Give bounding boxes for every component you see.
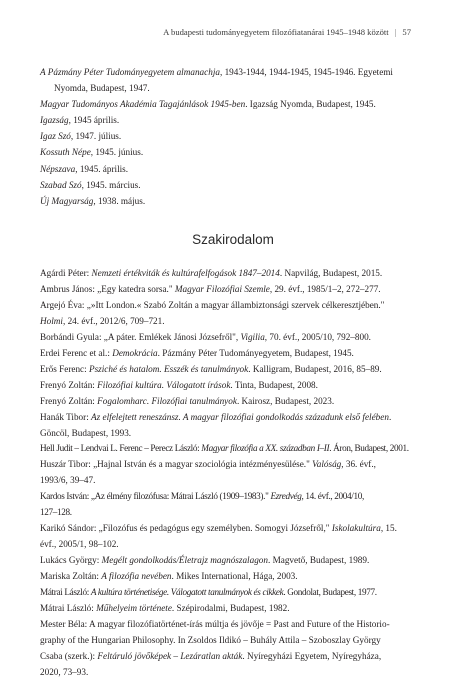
reference-detail: , 36. évf., xyxy=(341,459,376,470)
reference-text: Mátrai László: xyxy=(40,603,97,614)
reference-entry xyxy=(40,569,412,585)
reference-detail: . Szépirodalmi, Budapest, 1982. xyxy=(171,603,290,614)
source-entry xyxy=(40,177,412,193)
reference-line xyxy=(40,665,412,681)
source-line xyxy=(40,193,412,209)
reference-text: 2020, 73–93. xyxy=(40,666,89,677)
reference-line xyxy=(40,505,412,521)
reference-title: A filozófia nevében xyxy=(101,571,172,582)
page-number: 57 xyxy=(402,27,411,37)
source-entry xyxy=(40,96,412,112)
reference-entry xyxy=(40,410,412,442)
reference-text: Argejó Éva: „»Itt London.« Szabó Zoltán a magyar állambiztonsági szervek célkeresztjében." xyxy=(40,299,385,310)
reference-detail: . xyxy=(388,411,392,422)
reference-entry xyxy=(40,521,412,553)
section-title: Szakirodalom xyxy=(192,232,274,247)
reference-detail: . Nyíregyházi Egyetem, Nyíregyháza, xyxy=(242,650,382,661)
reference-line xyxy=(40,330,412,346)
reference-text: Erős Ferenc: xyxy=(40,363,89,374)
reference-title: Valóság xyxy=(312,459,342,470)
reference-detail: . Pázmány Péter Tudományegyetem, Budapest, 1945. xyxy=(157,347,354,358)
reference-detail: , 24. évf., 2012/6, 709–721. xyxy=(62,315,165,326)
reference-line xyxy=(40,298,412,314)
source-detail: , 1938. május. xyxy=(93,195,146,206)
reference-entry xyxy=(40,346,412,362)
source-title: Szabad Szó xyxy=(40,179,82,190)
reference-text: Hanák Tibor: xyxy=(40,411,92,422)
reference-entry xyxy=(40,601,412,617)
source-title: Új Magyarság xyxy=(40,195,94,206)
reference-line xyxy=(40,426,412,442)
source-detail: , 1947. július. xyxy=(70,131,122,142)
source-entry xyxy=(40,161,412,177)
reference-text: Göncöl, Budapest, 1993. xyxy=(40,427,132,438)
reference-detail: . Mikes International, Hága, 2003. xyxy=(171,571,298,582)
source-detail: Nyomda, Budapest, 1947. xyxy=(54,83,150,94)
reference-line xyxy=(40,457,412,473)
reference-entry xyxy=(40,378,412,394)
source-entry xyxy=(40,193,412,209)
reference-entry xyxy=(40,553,412,569)
reference-entry xyxy=(40,394,412,410)
source-line xyxy=(40,96,412,112)
source-line xyxy=(40,161,412,177)
reference-title: Iskolakultúra xyxy=(331,523,381,534)
reference-entry xyxy=(40,441,412,457)
source-title: Kossuth Népe xyxy=(40,147,91,158)
reference-entry xyxy=(40,282,412,298)
source-entry xyxy=(40,128,412,144)
source-line xyxy=(40,80,412,96)
reference-detail: . Gondolat, Budapest, 1977. xyxy=(283,587,377,598)
reference-title: Magyar Filozófiai Szemle xyxy=(174,283,270,294)
source-title: Igazság xyxy=(40,115,69,126)
source-entry xyxy=(40,64,412,96)
reference-detail: . Napvilág, Budapest, 2015. xyxy=(279,268,383,278)
reference-line xyxy=(40,314,412,330)
reference-title: Nemzeti értékviták és kultúrafelfogások 1847–2014 xyxy=(91,268,280,278)
reference-text: Karikó Sándor: „Filozófus és pedagógus egy személyben. Somogyi Józsefről," xyxy=(40,523,332,534)
reference-line xyxy=(40,617,412,633)
source-entry xyxy=(40,112,412,128)
reference-detail: . Kalligram, Budapest, 2016, 85–89. xyxy=(248,363,382,374)
reference-title: Fogalomharc. Filozófiai tanulmányok xyxy=(97,395,237,406)
reference-text: Borbándi Gyula: „A páter. Emlékek Jánosi Józsefről", xyxy=(40,331,241,342)
reference-entry xyxy=(40,266,412,282)
reference-line xyxy=(40,585,412,601)
reference-line xyxy=(40,489,412,505)
reference-line xyxy=(40,521,412,537)
reference-line xyxy=(40,569,412,585)
reference-text: Kardos István: „Az élmény filozófusa: Mátrai László (1909–1983)." xyxy=(40,491,271,502)
reference-text: Mester Béla: A magyar filozófiatörténet-írás múltja és jövője = Past and Future of the Historio- xyxy=(40,618,390,629)
reference-detail: , 14. évf., 2004/10, xyxy=(301,491,364,502)
reference-line xyxy=(40,441,412,457)
source-title: Igaz Szó xyxy=(40,131,71,142)
source-detail: , 1945 április. xyxy=(68,115,120,126)
reference-line xyxy=(40,346,412,362)
reference-entry xyxy=(40,457,412,489)
reference-line xyxy=(40,394,412,410)
reference-detail: . Kairosz, Budapest, 2023. xyxy=(236,395,335,406)
reference-line xyxy=(40,362,412,378)
reference-title: Holmi xyxy=(40,315,63,326)
reference-line xyxy=(40,537,412,553)
source-detail: , 1945. április. xyxy=(75,163,129,174)
reference-text: 1993/6, 39–47. xyxy=(40,475,96,486)
reference-title: Az elfelejtett reneszánsz. A magyar filozófiai gondolkodás századunk első felében xyxy=(91,411,389,422)
running-header xyxy=(163,27,411,37)
reference-line xyxy=(40,378,412,394)
reference-title: Műhelyeim története xyxy=(96,603,172,614)
reference-title: Psziché és hatalom. Esszék és tanulmányok xyxy=(88,363,249,374)
reference-detail: , 29. évf., 1985/1–2, 272–277. xyxy=(269,283,381,294)
running-title: A budapesti tudományegyetem filozófiatanárai 1945–1948 között xyxy=(163,27,389,37)
reference-title: Demokrácia xyxy=(112,347,158,358)
reference-text: Mátrai László: xyxy=(40,587,91,598)
reference-title: Filozófiai kultúra. Válogatott írások xyxy=(97,379,231,390)
reference-text: Huszár Tibor: „Hajnal István és a magyar szociológia intézményesülése." xyxy=(40,459,313,470)
reference-text: Lukács György: xyxy=(40,555,102,566)
source-line xyxy=(40,177,412,193)
reference-title: Vigilia xyxy=(240,331,265,342)
reference-text: graphy of the Hungarian Philosophy. In Zsoldos Ildikó – Buhály Attila – Szoboszlay György xyxy=(40,634,381,645)
reference-line xyxy=(40,553,412,569)
reference-line xyxy=(40,649,412,665)
reference-text: évf., 2005/1, 98–102. xyxy=(40,539,119,550)
reference-detail: . Magvető, Budapest, 1989. xyxy=(267,555,370,566)
source-detail: , 1943-1944, 1944-1945, 1945-1946. Egyetemi xyxy=(219,67,393,77)
reference-line xyxy=(40,601,412,617)
source-line xyxy=(40,64,412,80)
reference-text: Csaba (szerk.): xyxy=(40,650,98,661)
source-line xyxy=(40,144,412,160)
reference-text: Erdei Ferenc et al.: xyxy=(40,347,113,358)
reference-text: Mariska Zoltán: xyxy=(40,571,102,582)
reference-title: A kultúra történetisége. Válogatott tanulmányok és cikkek xyxy=(90,587,284,598)
source-title: Magyar Tudományos Akadémia Tagajánlások 1945-ben xyxy=(40,99,246,110)
source-detail: . Igazság Nyomda, Budapest, 1945. xyxy=(245,99,376,110)
source-detail: , 1945. március. xyxy=(81,179,141,190)
source-title: A Pázmány Péter Tudományegyetem almanachja xyxy=(40,67,220,77)
reference-detail: . Tinta, Budapest, 2008. xyxy=(230,379,318,390)
reference-title: Megélt gondolkodás/Életrajz magnószalagon xyxy=(101,555,268,566)
reference-entry xyxy=(40,298,412,330)
reference-text: Agárdi Péter: xyxy=(40,268,92,278)
reference-line xyxy=(40,266,412,282)
sources-list xyxy=(40,64,412,209)
source-line xyxy=(40,128,412,144)
source-detail: , 1945. június. xyxy=(90,147,144,158)
reference-entry xyxy=(40,585,412,601)
references-list xyxy=(40,266,412,681)
reference-entry xyxy=(40,489,412,521)
reference-title: Feltáruló jövőképek – Lezáratlan akták xyxy=(97,650,243,661)
reference-detail: , 15. xyxy=(380,523,397,534)
reference-entry xyxy=(40,617,412,681)
reference-title: Ezredvég xyxy=(270,491,302,502)
reference-detail: . Áron, Budapest, 2001. xyxy=(329,443,409,454)
reference-text: Frenyó Zoltán: xyxy=(40,395,98,406)
reference-detail: , 70. évf., 2005/10, 792–800. xyxy=(264,331,371,342)
reference-line xyxy=(40,282,412,298)
reference-text: Frenyó Zoltán: xyxy=(40,379,98,390)
reference-text: Hell Judit – Lendvai L. Ferenc – Perecz László: xyxy=(40,443,202,454)
reference-line xyxy=(40,633,412,649)
reference-line xyxy=(40,410,412,426)
source-title: Népszava xyxy=(40,163,76,174)
reference-line xyxy=(40,473,412,489)
reference-text: 127–128. xyxy=(40,507,72,518)
source-entry xyxy=(40,144,412,160)
reference-text: Ambrus János: „Egy katedra sorsa." xyxy=(40,283,175,294)
reference-entry xyxy=(40,362,412,378)
reference-title: Magyar filozófia a XX. században I–II xyxy=(201,443,330,454)
reference-entry xyxy=(40,330,412,346)
header-separator: | xyxy=(394,27,397,37)
source-line xyxy=(40,112,412,128)
